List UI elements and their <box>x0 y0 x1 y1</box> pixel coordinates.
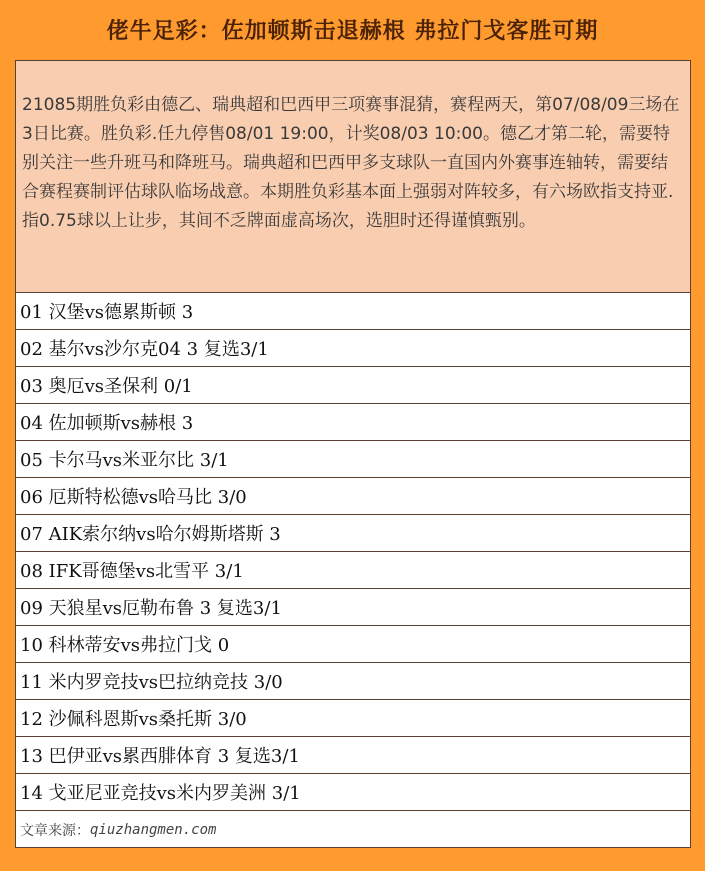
match-row-12: 12 沙佩科恩斯vs桑托斯 3/0 <box>16 700 690 737</box>
content-card <box>15 60 691 848</box>
match-row-06: 06 厄斯特松德vs哈马比 3/0 <box>16 478 690 515</box>
source-url: qiuzhangmen.com <box>90 822 217 838</box>
intro-text: 21085期胜负彩由德乙、瑞典超和巴西甲三项赛事混猜，赛程两天，第07/08/09三场在3日比赛。胜负彩.任九停售08/01 19:00，计奖08/03 10:00。德乙才第二轮，需要特别关注一些升班马和降班马。瑞典超和巴西甲多支球队一直国内外赛事连轴转，需要结合赛程赛制评估球队临场战意。本期胜负彩基本面上强弱对阵较多，有六场欧指支持亚.指0.75球以上让步，其间不乏牌面虚高场次，选胆时还得谨慎甄别。 <box>22 95 680 231</box>
source-label: 文章来源： <box>20 823 90 839</box>
match-row-08: 08 IFK哥德堡vs北雪平 3/1 <box>16 552 690 589</box>
match-row-07: 07 AIK索尔纳vs哈尔姆斯塔斯 3 <box>16 515 690 552</box>
match-row-05: 05 卡尔马vs米亚尔比 3/1 <box>16 441 690 478</box>
match-list <box>16 293 690 811</box>
source-footer <box>16 813 690 847</box>
match-row-13: 13 巴伊亚vs累西腓体育 3 复选3/1 <box>16 737 690 774</box>
article-title: 佬牛足彩：佐加顿斯击退赫根 弗拉门戈客胜可期 <box>106 19 599 44</box>
match-row-03: 03 奥厄vs圣保利 0/1 <box>16 367 690 404</box>
match-row-10: 10 科林蒂安vs弗拉门戈 0 <box>16 626 690 663</box>
match-row-02: 02 基尔vs沙尔克04 3 复选3/1 <box>16 330 690 367</box>
match-row-11: 11 米内罗竞技vs巴拉纳竞技 3/0 <box>16 663 690 700</box>
match-row-01: 01 汉堡vs德累斯顿 3 <box>16 293 690 330</box>
match-row-04: 04 佐加顿斯vs赫根 3 <box>16 404 690 441</box>
match-row-09: 09 天狼星vs厄勒布鲁 3 复选3/1 <box>16 589 690 626</box>
match-row-14: 14 戈亚尼亚竞技vs米内罗美洲 3/1 <box>16 774 690 811</box>
intro-panel <box>16 61 690 293</box>
